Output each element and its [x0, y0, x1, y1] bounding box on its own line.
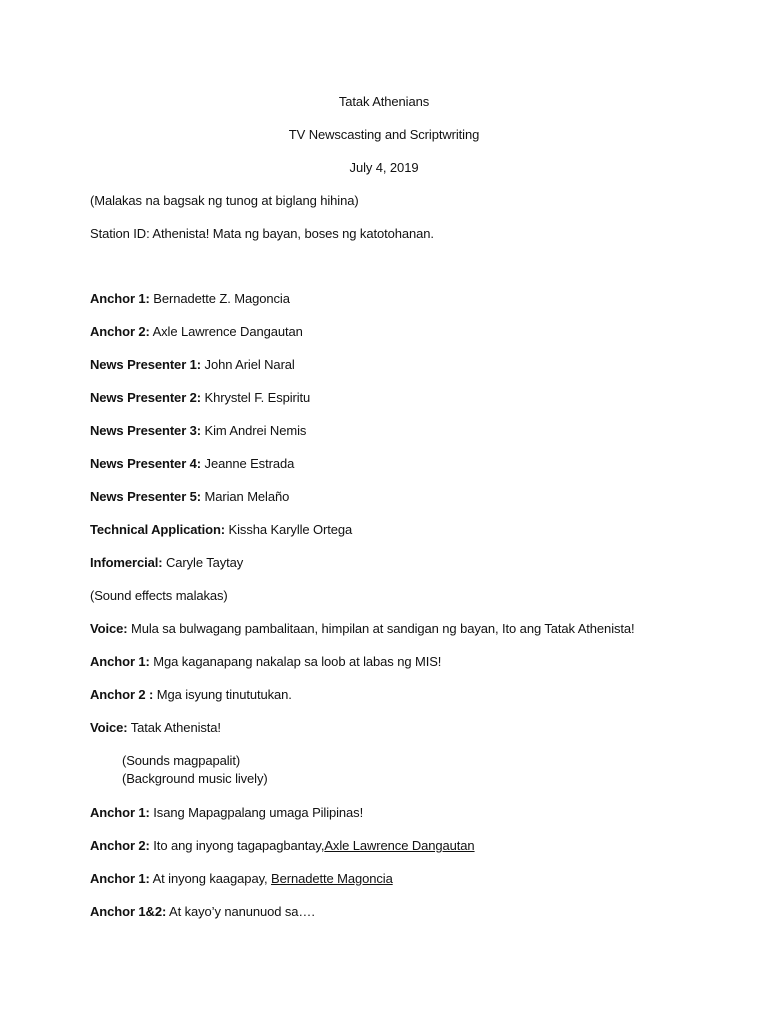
- script-line: [90, 805, 363, 821]
- script-line: [90, 838, 475, 854]
- cast-role: News Presenter 5:: [90, 489, 202, 504]
- cast-name: Caryle Taytay: [162, 555, 244, 570]
- stage-direction: (Background music lively): [122, 771, 268, 786]
- dialogue-text: Mula sa bulwagang pambalitaan, himpilan at sandigan ng bayan, Ito ang Tatak Athenista!: [127, 621, 635, 636]
- cast-line: [90, 423, 306, 439]
- cast-role: News Presenter 1:: [90, 357, 202, 372]
- cast-role: Anchor 2:: [90, 324, 150, 339]
- cast-line: [90, 456, 294, 472]
- script-line: [90, 621, 635, 637]
- dialogue-text: At kayo’y nanunuod sa….: [166, 904, 315, 919]
- cast-name: Kim Andrei Nemis: [201, 423, 307, 438]
- underlined-name: Bernadette Magoncia: [271, 871, 393, 886]
- speaker-label: Anchor 2 :: [90, 687, 154, 702]
- cast-name: Axle Lawrence Dangautan: [149, 324, 303, 339]
- script-line: [90, 904, 315, 920]
- speaker-label: Anchor 1:: [90, 871, 150, 886]
- speaker-label: Voice:: [90, 720, 128, 735]
- cast-name: Khrystel F. Espiritu: [201, 390, 311, 405]
- speaker-label: Anchor 1&2:: [90, 904, 167, 919]
- cast-role: News Presenter 3:: [90, 423, 202, 438]
- script-line: [90, 654, 441, 670]
- cast-line: [90, 291, 290, 307]
- cast-line: [90, 390, 310, 406]
- cast-name: Bernadette Z. Magoncia: [149, 291, 290, 306]
- script-line: [90, 687, 292, 703]
- cast-line: [90, 489, 289, 505]
- cast-name: Kissha Karylle Ortega: [225, 522, 353, 537]
- dialogue-text: Isang Mapagpalang umaga Pilipinas!: [149, 805, 364, 820]
- dialogue-text: Mga isyung tinututukan.: [153, 687, 292, 702]
- cast-line: [90, 522, 352, 538]
- cast-role: Technical Application:: [90, 522, 226, 537]
- cast-name: Jeanne Estrada: [201, 456, 295, 471]
- cast-role: News Presenter 4:: [90, 456, 202, 471]
- dialogue-text: Mga kaganapang nakalap sa loob at labas ng MIS!: [149, 654, 442, 669]
- sound-note: (Malakas na bagsak ng tunog at biglang hihina): [90, 193, 359, 208]
- script-line: [90, 720, 221, 736]
- dialogue-text: At inyong kaagapay,: [149, 871, 272, 886]
- station-id: Station ID: Athenista! Mata ng bayan, boses ng katotohanan.: [90, 226, 434, 241]
- document-subtitle: TV Newscasting and Scriptwriting: [288, 127, 480, 142]
- cast-role: Infomercial:: [90, 555, 163, 570]
- dialogue-text: Ito ang inyong tagapagbantay,: [149, 838, 325, 853]
- cast-line: [90, 555, 243, 571]
- cast-name: John Ariel Naral: [201, 357, 295, 372]
- document-date: July 4, 2019: [349, 160, 419, 175]
- underlined-name: Axle Lawrence Dangautan: [324, 838, 475, 853]
- dialogue-text: Tatak Athenista!: [127, 720, 221, 735]
- document-title: Tatak Athenians: [338, 94, 430, 109]
- stage-direction: (Sounds magpapalit): [122, 753, 241, 768]
- cast-line: [90, 357, 295, 373]
- cast-line: [90, 324, 303, 340]
- sfx-note: (Sound effects malakas): [90, 588, 228, 603]
- speaker-label: Anchor 1:: [90, 654, 150, 669]
- speaker-label: Anchor 1:: [90, 805, 150, 820]
- script-line: [90, 871, 393, 887]
- speaker-label: Anchor 2:: [90, 838, 150, 853]
- cast-role: Anchor 1:: [90, 291, 150, 306]
- speaker-label: Voice:: [90, 621, 128, 636]
- cast-name: Marian Melaño: [201, 489, 290, 504]
- cast-role: News Presenter 2:: [90, 390, 202, 405]
